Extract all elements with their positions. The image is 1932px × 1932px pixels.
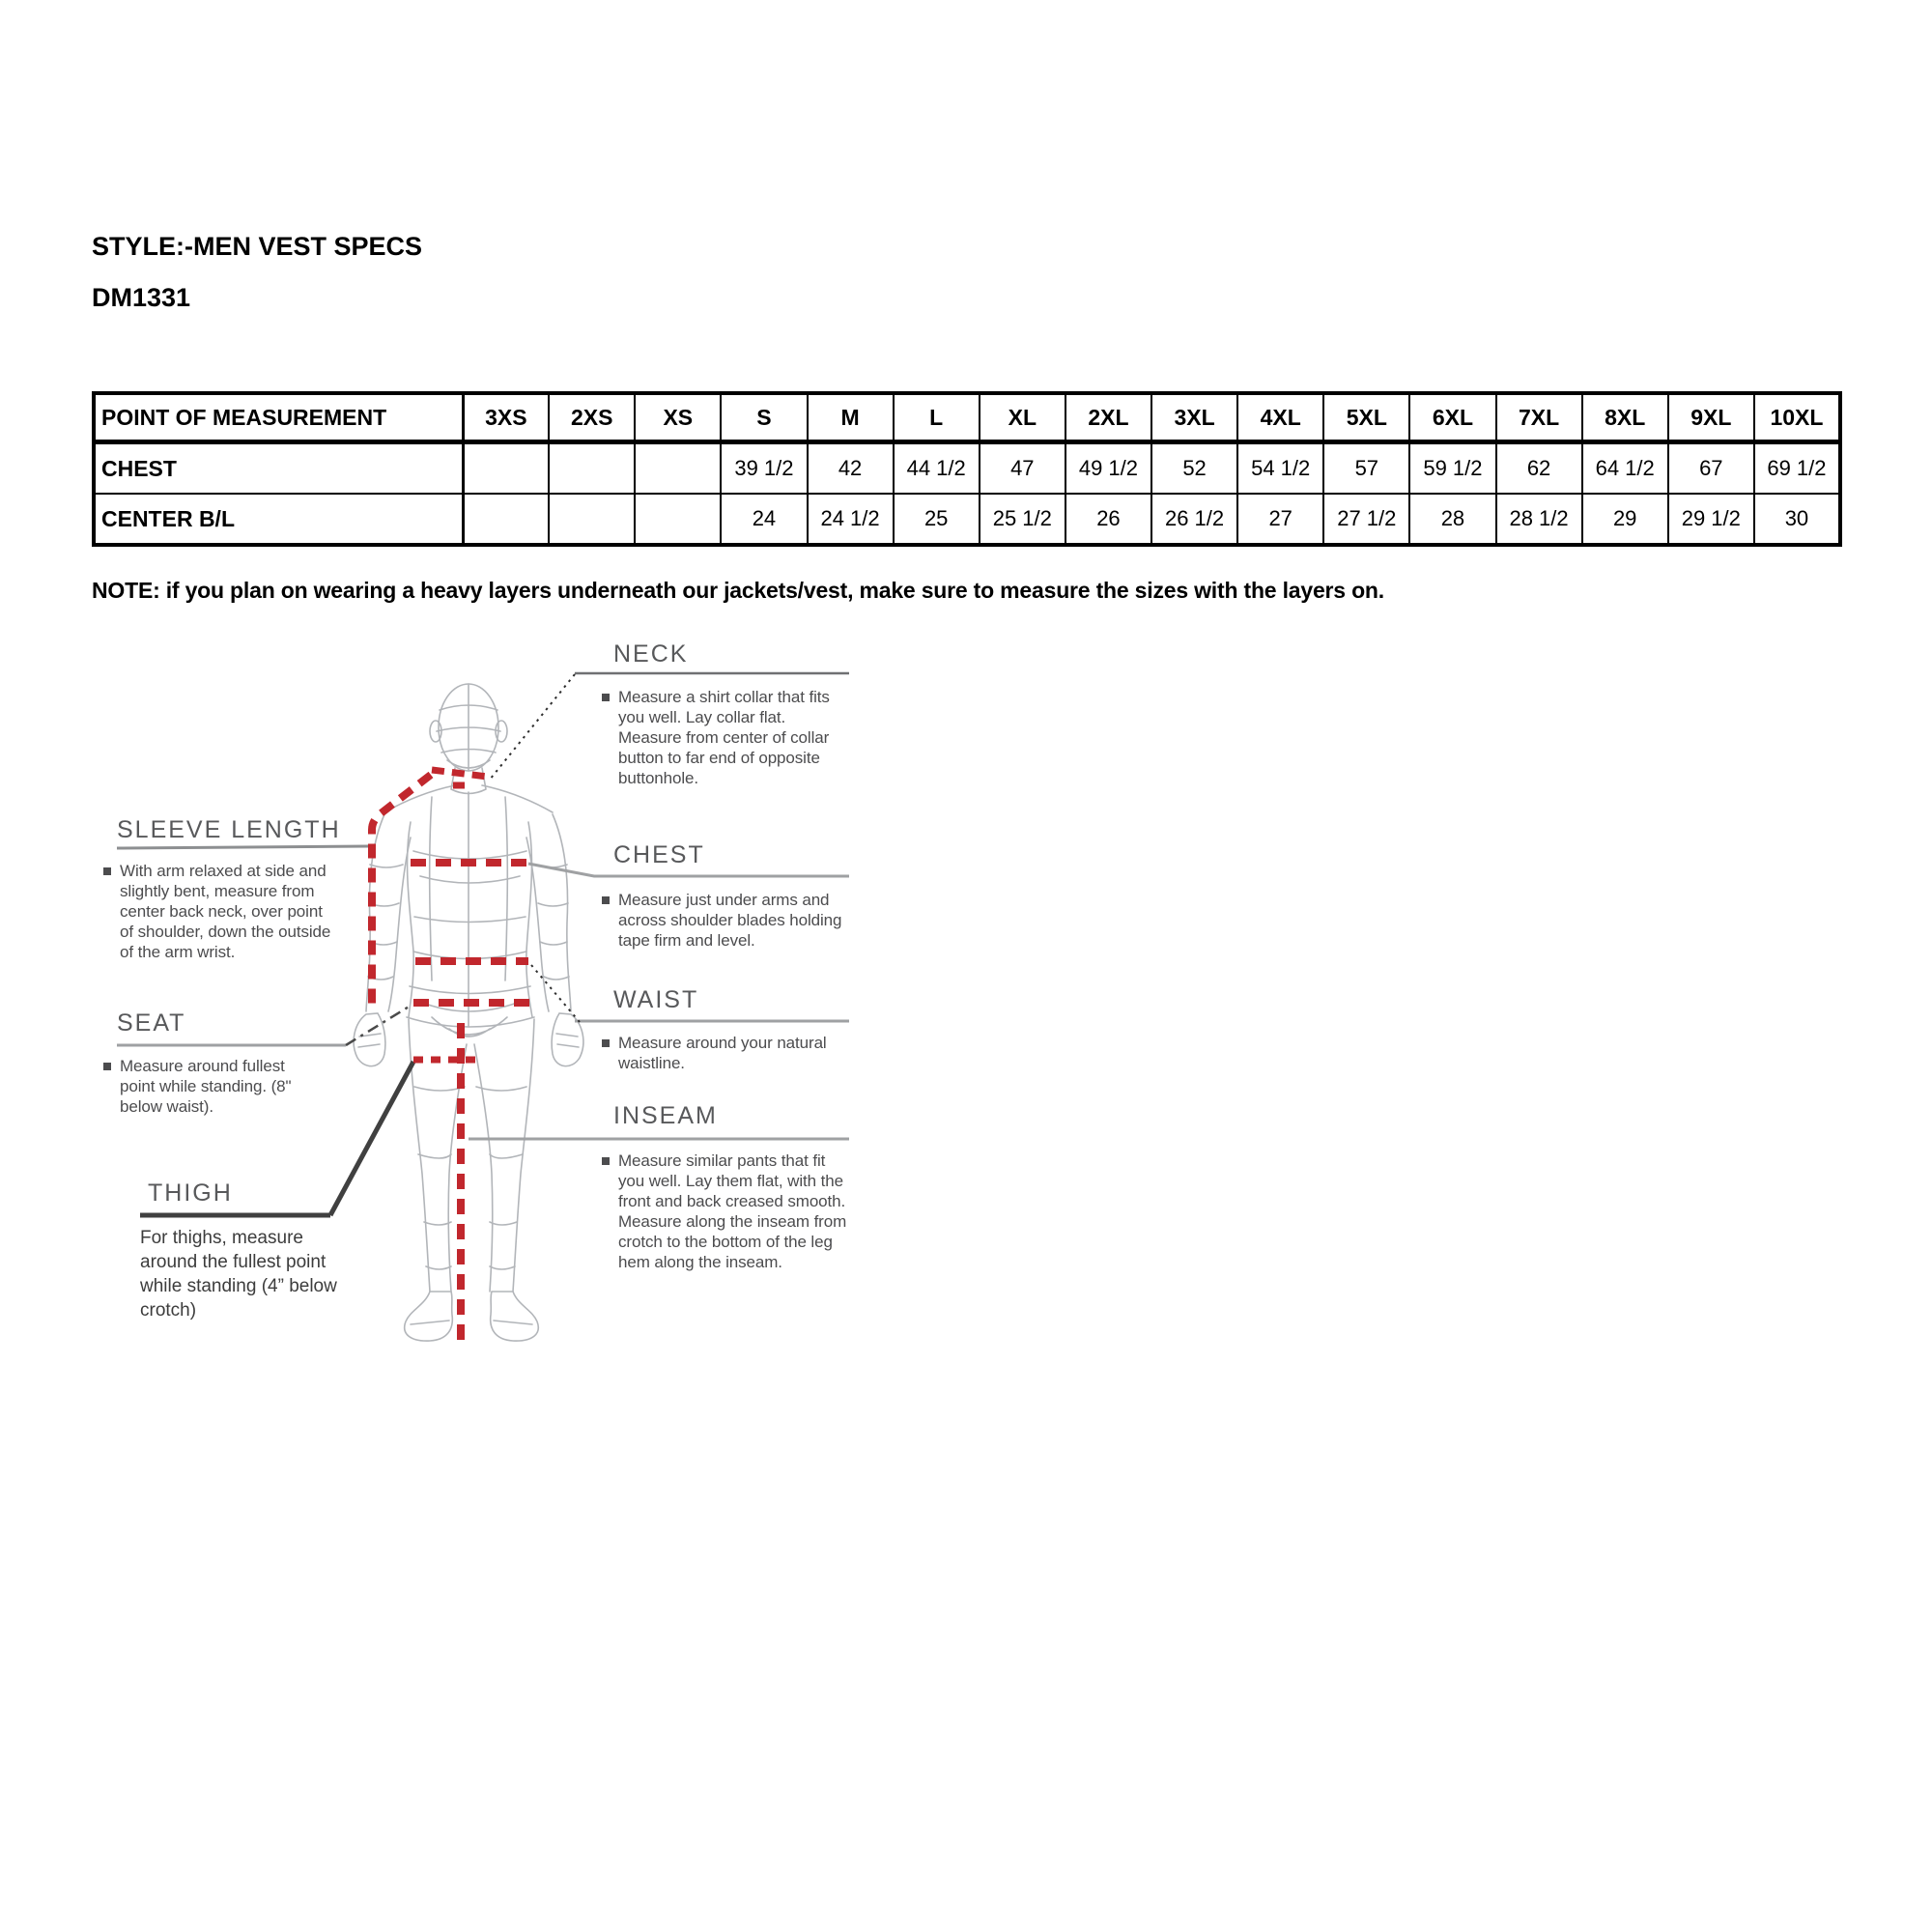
table-header-cell: 2XS [549, 393, 635, 442]
table-cell: 49 1/2 [1065, 442, 1151, 495]
table-cell: 29 [1582, 494, 1668, 545]
table-header-cell: 6XL [1409, 393, 1495, 442]
table-cell: 64 1/2 [1582, 442, 1668, 495]
table-header-cell: XS [635, 393, 721, 442]
bullet-icon [602, 1039, 610, 1047]
chest-description: Measure just under arms and across shoulder blades holding tape firm and level. [602, 890, 858, 951]
waist-description: Measure around your natural waistline. [602, 1033, 858, 1073]
table-cell: 59 1/2 [1409, 442, 1495, 495]
measurement-lines [372, 770, 532, 1348]
table-header-cell: 8XL [1582, 393, 1668, 442]
table-row [94, 494, 1840, 545]
table-header-cell: L [894, 393, 980, 442]
inseam-heading: INSEAM [613, 1102, 718, 1129]
row-label: CENTER B/L [94, 494, 463, 545]
measurement-diagram [92, 633, 865, 1352]
table-cell: 27 [1237, 494, 1323, 545]
table-header-cell: 4XL [1237, 393, 1323, 442]
table-cell: 26 1/2 [1151, 494, 1237, 545]
table-cell [549, 494, 635, 545]
table-cell: 42 [808, 442, 894, 495]
table-header-cell: 3XS [463, 393, 549, 442]
table-cell [463, 494, 549, 545]
table-cell: 28 [1409, 494, 1495, 545]
table-cell: 67 [1668, 442, 1754, 495]
page-title: STYLE:-MEN VEST SPECS [92, 232, 423, 261]
bullet-icon [103, 867, 111, 875]
table-header-cell: M [808, 393, 894, 442]
table-cell: 52 [1151, 442, 1237, 495]
waist-heading: WAIST [613, 986, 699, 1013]
table-cell: 62 [1496, 442, 1582, 495]
table-cell: 44 1/2 [894, 442, 980, 495]
thigh-description: For thighs, measure around the fullest point while standing (4” below crotch) [140, 1228, 337, 1321]
table-cell: 39 1/2 [721, 442, 807, 495]
bullet-icon [602, 694, 610, 701]
table-cell: 30 [1754, 494, 1840, 545]
table-cell: 69 1/2 [1754, 442, 1840, 495]
bullet-icon [602, 896, 610, 904]
style-code: DM1331 [92, 283, 191, 312]
table-row [94, 442, 1840, 495]
table-header-cell: 9XL [1668, 393, 1754, 442]
table-cell: 26 [1065, 494, 1151, 545]
table-cell: 28 1/2 [1496, 494, 1582, 545]
chest-heading: CHEST [613, 841, 705, 868]
table-header-cell: 7XL [1496, 393, 1582, 442]
table-header-cell: S [721, 393, 807, 442]
table-cell: 25 1/2 [980, 494, 1065, 545]
table-cell: 57 [1323, 442, 1409, 495]
table-header-cell: POINT OF MEASUREMENT [94, 393, 463, 442]
sleeve-length-description: With arm relaxed at side and slightly bent, measure from center back neck, over point of shoulder, down the outside of the arm wrist. [103, 861, 345, 962]
table-cell [635, 494, 721, 545]
seat-description: Measure around fullest point while standing. (8" below waist). [103, 1056, 335, 1117]
table-cell: 54 1/2 [1237, 442, 1323, 495]
table-cell: 24 1/2 [808, 494, 894, 545]
table-cell [463, 442, 549, 495]
table-header-row [94, 393, 1840, 442]
bullet-icon [103, 1063, 111, 1070]
size-table [92, 391, 1842, 547]
table-cell: 47 [980, 442, 1065, 495]
table-cell [549, 442, 635, 495]
seat-heading: SEAT [117, 1009, 186, 1037]
table-header-cell: 3XL [1151, 393, 1237, 442]
table-header-cell: XL [980, 393, 1065, 442]
table-cell: 27 1/2 [1323, 494, 1409, 545]
table-header-cell: 5XL [1323, 393, 1409, 442]
bullet-icon [602, 1157, 610, 1165]
table-cell [635, 442, 721, 495]
row-label: CHEST [94, 442, 463, 495]
table-header-cell: 10XL [1754, 393, 1840, 442]
neck-heading: NECK [613, 640, 689, 668]
inseam-description: Measure similar pants that fit you well. Lay them flat, with the front and back creased smooth. Measure along the inseam from crotch to the bottom of the leg hem along the inseam. [602, 1151, 863, 1272]
note-text: NOTE: if you plan on wearing a heavy layers underneath our jackets/vest, make sure to measure the sizes with the layers on. [92, 578, 1384, 603]
neck-description: Measure a shirt collar that fits you well. Lay collar flat. Measure from center of collar button to far end of opposite buttonhole. [602, 687, 858, 788]
thigh-heading: THIGH [148, 1179, 233, 1207]
sleeve-length-heading: SLEEVE LENGTH [117, 816, 341, 843]
table-cell: 24 [721, 494, 807, 545]
table-header-cell: 2XL [1065, 393, 1151, 442]
table-cell: 29 1/2 [1668, 494, 1754, 545]
body-figure [354, 684, 583, 1341]
table-cell: 25 [894, 494, 980, 545]
